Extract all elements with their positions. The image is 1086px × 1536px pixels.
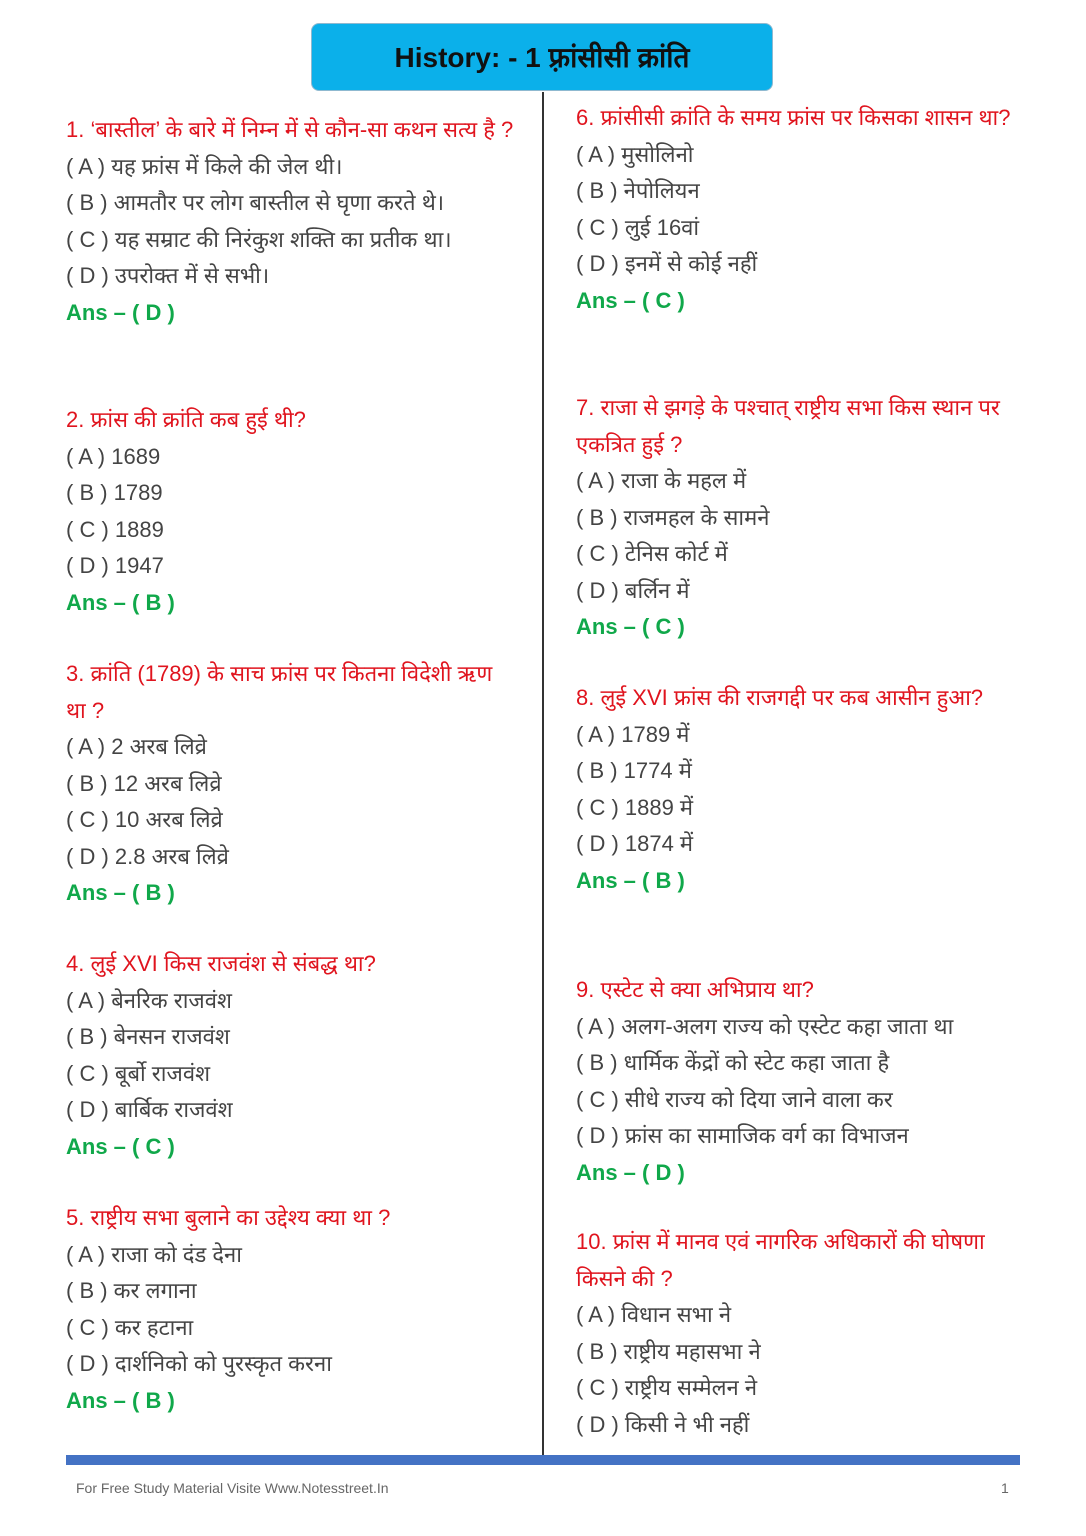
option: ( C ) कर हटाना <box>66 1314 194 1340</box>
option: ( D ) इनमें से कोई नहीं <box>576 251 758 276</box>
option: ( B ) राजमहल के सामने <box>576 504 770 530</box>
option: ( C ) राष्ट्रीय सम्मेलन ने <box>576 1375 758 1400</box>
answer: Ans – ( B ) <box>66 880 175 905</box>
option: ( C ) टेनिस कोर्ट में <box>576 541 728 566</box>
option: ( B ) बेनसन राजवंश <box>66 1024 230 1049</box>
answer: Ans – ( B ) <box>576 867 685 893</box>
footer-bar <box>66 1455 1020 1465</box>
option: ( B ) 12 अरब लिव्रे <box>66 770 222 796</box>
option: ( B ) 1774 में <box>576 758 692 783</box>
answer: Ans – ( C ) <box>576 287 685 313</box>
answer: Ans – ( B ) <box>66 589 175 615</box>
option: ( A ) 1789 में <box>576 721 690 747</box>
option: ( A ) राजा को दंड देना <box>66 1241 242 1267</box>
question-block <box>66 946 516 1165</box>
question-text: 6. फ्रांसीसी क्रांति के समय फ्रांस पर किसका शासन था? <box>576 105 1011 130</box>
question-block <box>576 100 1021 319</box>
answer: Ans – ( D ) <box>576 1159 685 1185</box>
option: ( C ) 10 अरब लिव्रे <box>66 807 223 832</box>
page-number: 1 <box>1001 1480 1009 1496</box>
option: ( B ) नेपोलियन <box>576 178 700 203</box>
question-text: 9. एस्टेट से क्या अभिप्राय था? <box>576 977 814 1002</box>
option: ( D ) किसी ने भी नहीं <box>576 1411 750 1437</box>
option: ( C ) यह सम्राट की निरंकुश शक्ति का प्रतीक था। <box>66 226 452 252</box>
question-text: 4. लुई XVI किस राजवंश से संबद्ध था? <box>66 951 376 976</box>
question-text: 2. फ्रांस की क्रांति कब हुई थी? <box>66 407 306 432</box>
question-text: 3. क्रांति (1789) के साच फ्रांस पर कितना विदेशी ऋण था ? <box>66 661 493 723</box>
answer: Ans – ( D ) <box>66 299 175 325</box>
option: ( A ) अलग-अलग राज्य को एस्टेट कहा जाता था <box>576 1013 954 1039</box>
question-text: 1. ‘बास्तील’ के बारे में निम्न में से कौन-सा कथन सत्य है ? <box>66 117 514 142</box>
option: ( C ) 1889 <box>66 516 164 542</box>
question-text: 8. लुई XVI फ्रांस की राजगद्दी पर कब आसीन हुआ? <box>576 685 984 710</box>
option: ( D ) फ्रांस का सामाजिक वर्ग का विभाजन <box>576 1123 909 1148</box>
option: ( A ) विधान सभा ने <box>576 1302 732 1327</box>
option: ( A ) राजा के महल में <box>576 468 747 493</box>
option: ( A ) 1689 <box>66 443 161 469</box>
option: ( D ) दार्शनिको को पुरस्कृत करना <box>66 1351 332 1376</box>
question-block <box>576 972 1021 1191</box>
answer: Ans – ( C ) <box>66 1133 175 1159</box>
option: ( D ) बर्लिन में <box>576 577 690 603</box>
question-text: 5. राष्ट्रीय सभा बुलाने का उद्देश्य क्या था ? <box>66 1205 391 1230</box>
option: ( C ) 1889 में <box>576 794 694 820</box>
option: ( D ) बार्बिक राजवंश <box>66 1097 233 1122</box>
option: ( D ) उपरोक्त में से सभी। <box>66 263 270 288</box>
option: ( D ) 2.8 अरब लिव्रे <box>66 843 229 869</box>
column-divider <box>542 92 544 1456</box>
option: ( B ) राष्ट्रीय महासभा ने <box>576 1338 761 1364</box>
question-text: 10. फ्रांस में मानव एवं नागरिक अधिकारों की घोषणा किसने की ? <box>576 1229 985 1291</box>
option: ( A ) 2 अरब लिव्रे <box>66 734 207 759</box>
option: ( B ) धार्मिक केंद्रों को स्टेट कहा जाता है <box>576 1050 890 1075</box>
option: ( D ) 1947 <box>66 553 164 578</box>
page-title-box <box>311 23 773 91</box>
question-block <box>66 1200 516 1419</box>
page-title: History: - 1 फ़्रांसीसी क्रांति <box>394 42 690 73</box>
option: ( C ) लुई 16वां <box>576 214 700 240</box>
option: ( D ) 1874 में <box>576 831 694 856</box>
option: ( A ) यह फ्रांस में किले की जेल थी। <box>66 153 343 179</box>
option: ( B ) 1789 <box>66 480 163 505</box>
option: ( B ) कर लगाना <box>66 1278 197 1303</box>
option: ( B ) आमतौर पर लोग बास्तील से घृणा करते थे। <box>66 190 445 215</box>
question-block <box>66 402 516 621</box>
answer: Ans – ( C ) <box>576 614 685 639</box>
option: ( A ) बेनरिक राजवंश <box>66 987 232 1013</box>
question-block <box>576 1224 1021 1443</box>
option: ( C ) सीधे राज्य को दिया जाने वाला कर <box>576 1086 893 1112</box>
option: ( C ) बूर्बो राजवंश <box>66 1060 211 1086</box>
option: ( A ) मुसोलिनो <box>576 141 694 167</box>
question-block <box>66 656 516 912</box>
question-text: 7. राजा से झगड़े के पश्चात् राष्ट्रीय सभा किस स्थान पर एकत्रित हुई ? <box>576 395 1000 457</box>
answer: Ans – ( B ) <box>66 1387 175 1413</box>
question-block <box>66 112 516 331</box>
footer-text: For Free Study Material Visite Www.Notesstreet.In <box>76 1480 389 1496</box>
question-block <box>576 680 1021 899</box>
question-block <box>576 390 1021 646</box>
